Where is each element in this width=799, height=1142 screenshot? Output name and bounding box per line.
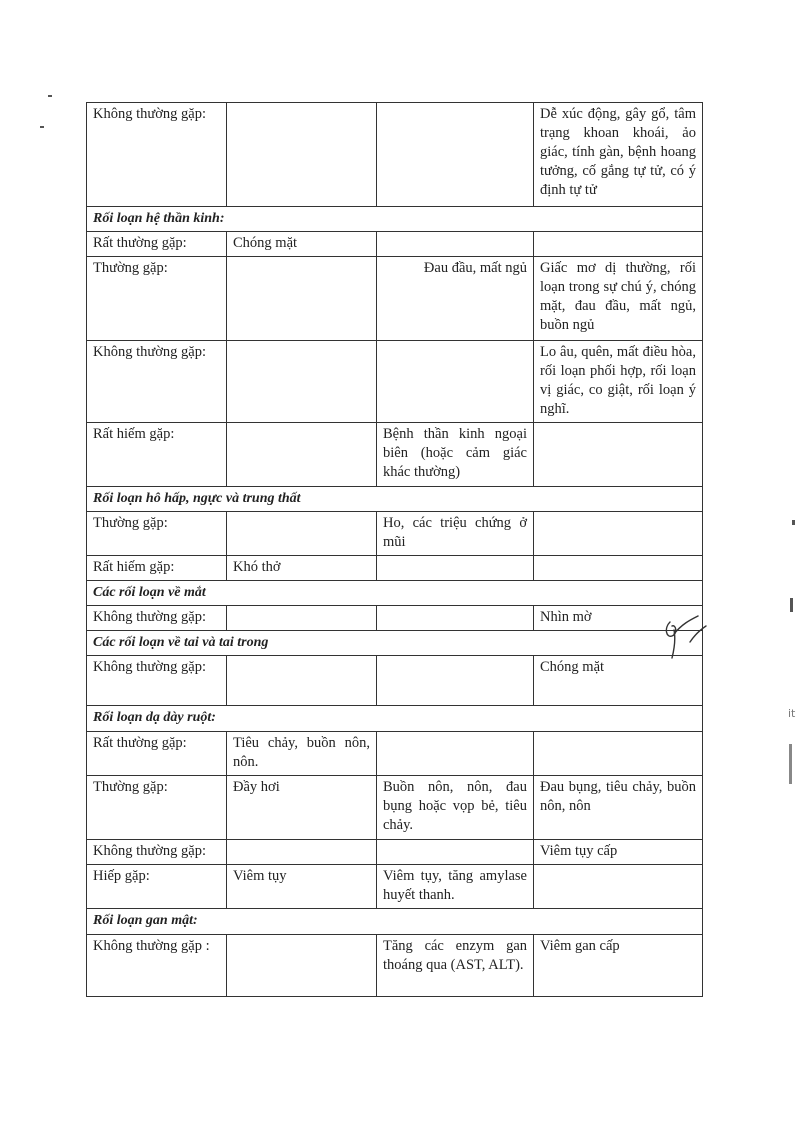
study-1-cell (227, 103, 377, 207)
study-2-cell (377, 656, 534, 706)
study-1-cell: Tiêu chảy, buồn nôn, nôn. (227, 732, 377, 776)
postmarketing-cell: Viêm tụy cấp (534, 840, 703, 865)
section-header-row (87, 487, 703, 512)
postmarketing-cell: Nhìn mờ (534, 606, 703, 631)
study-2-cell (377, 840, 534, 865)
postmarketing-cell (534, 512, 703, 556)
study-2-cell (377, 341, 534, 423)
study-2-cell (377, 556, 534, 581)
handwritten-signature (660, 612, 708, 664)
frequency-cell: Không thường gặp : (87, 935, 227, 997)
postmarketing-cell (534, 423, 703, 487)
frequency-cell: Rất thường gặp: (87, 732, 227, 776)
table-row (87, 935, 703, 997)
postmarketing-cell: Chóng mặt (534, 656, 703, 706)
table-row (87, 656, 703, 706)
frequency-cell: Rất hiếm gặp: (87, 423, 227, 487)
study-2-cell: Ho, các triệu chứng ở mũi (377, 512, 534, 556)
frequency-cell: Thường gặp: (87, 257, 227, 341)
table-row (87, 865, 703, 909)
study-2-cell: Đau đầu, mất ngủ (377, 257, 534, 341)
postmarketing-cell (534, 556, 703, 581)
scan-mark (48, 95, 52, 97)
table-row (87, 232, 703, 257)
study-2-cell: Bệnh thần kinh ngoại biên (hoặc cảm giác khác thường) (377, 423, 534, 487)
section-title: Các rối loạn về mắt (87, 581, 703, 606)
table-row (87, 257, 703, 341)
frequency-cell: Không thường gặp: (87, 341, 227, 423)
table-row (87, 423, 703, 487)
postmarketing-cell (534, 865, 703, 909)
scan-mark (40, 126, 44, 128)
frequency-cell: Không thường gặp: (87, 103, 227, 207)
table-row (87, 341, 703, 423)
postmarketing-cell: Lo âu, quên, mất điều hòa, rối loạn phối hợp, rối loạn vị giác, co giật, rối loạn ý nghĩ. (534, 341, 703, 423)
section-header-row (87, 207, 703, 232)
table-row (87, 512, 703, 556)
study-1-cell: Khó thở (227, 556, 377, 581)
frequency-cell: Không thường gặp: (87, 656, 227, 706)
section-header-row (87, 706, 703, 732)
postmarketing-cell: Đau bụng, tiêu chảy, buồn nôn, nôn (534, 776, 703, 840)
study-1-cell (227, 341, 377, 423)
postmarketing-cell: Viêm gan cấp (534, 935, 703, 997)
study-1-cell: Viêm tụy (227, 865, 377, 909)
section-title: Các rối loạn về tai và tai trong (87, 631, 703, 656)
adverse-effects-table (86, 102, 703, 997)
section-header-row (87, 909, 703, 935)
study-1-cell (227, 512, 377, 556)
study-1-cell (227, 656, 377, 706)
frequency-cell: Rất thường gặp: (87, 232, 227, 257)
section-header-row (87, 631, 703, 656)
frequency-cell: Thường gặp: (87, 776, 227, 840)
section-title: Rối loạn hô hấp, ngực và trung thất (87, 487, 703, 512)
study-1-cell (227, 423, 377, 487)
table-row (87, 556, 703, 581)
study-1-cell (227, 606, 377, 631)
study-1-cell: Đầy hơi (227, 776, 377, 840)
frequency-cell: Không thường gặp: (87, 840, 227, 865)
postmarketing-cell (534, 732, 703, 776)
study-2-cell: Buồn nôn, nôn, đau bụng hoặc vọp bẻ, tiêu chảy. (377, 776, 534, 840)
table-row (87, 606, 703, 631)
frequency-cell: Thường gặp: (87, 512, 227, 556)
table-row (87, 776, 703, 840)
study-1-cell (227, 257, 377, 341)
study-2-cell (377, 732, 534, 776)
study-1-cell (227, 840, 377, 865)
study-2-cell (377, 606, 534, 631)
table-row (87, 103, 703, 207)
study-2-cell: Tăng các enzym gan thoáng qua (AST, ALT). (377, 935, 534, 997)
study-2-cell: Viêm tụy, tăng amylase huyết thanh. (377, 865, 534, 909)
postmarketing-cell: Giấc mơ dị thường, rối loạn trong sự chú ý, chóng mặt, đau đầu, mất ngủ, buồn ngủ (534, 257, 703, 341)
study-1-cell (227, 935, 377, 997)
postmarketing-cell: Dễ xúc động, gây gổ, tâm trạng khoan khoái, ảo giác, tính gàn, bệnh hoang tưởng, cố gắng tự tử, có ý định tự tử (534, 103, 703, 207)
section-title: Rối loạn hệ thần kinh: (87, 207, 703, 232)
section-header-row (87, 581, 703, 606)
scan-mark (789, 744, 792, 784)
scan-mark (792, 520, 795, 525)
frequency-cell: Rất hiếm gặp: (87, 556, 227, 581)
study-2-cell (377, 103, 534, 207)
study-2-cell (377, 232, 534, 257)
postmarketing-cell (534, 232, 703, 257)
frequency-cell: Không thường gặp: (87, 606, 227, 631)
scan-mark (790, 598, 793, 612)
table-row (87, 840, 703, 865)
table-row (87, 732, 703, 776)
section-title: Rối loạn gan mật: (87, 909, 703, 935)
margin-scan-text: it (788, 707, 796, 720)
section-title: Rối loạn dạ dày ruột: (87, 706, 703, 732)
frequency-cell: Hiếp gặp: (87, 865, 227, 909)
study-1-cell: Chóng mặt (227, 232, 377, 257)
